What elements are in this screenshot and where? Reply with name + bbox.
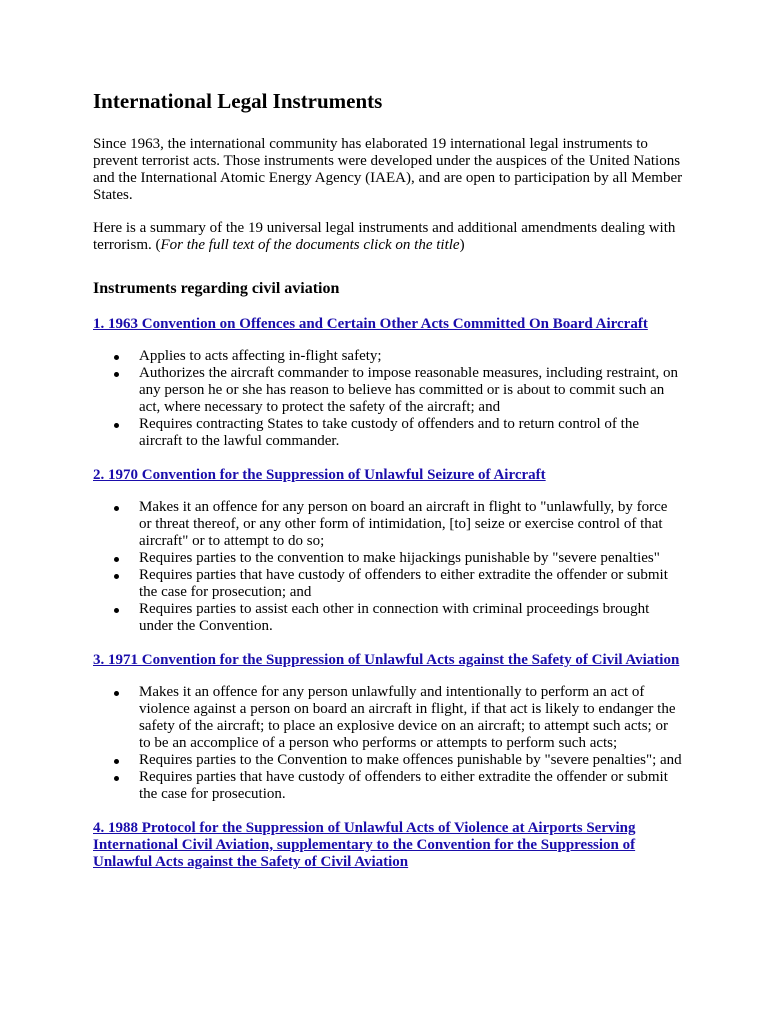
- list-item: Requires parties that have custody of offenders to either extradite the offender or submit the case for prosecution; and: [93, 567, 683, 601]
- bullet-icon: [114, 506, 119, 511]
- instrument-link-4[interactable]: 4. 1988 Protocol for the Suppression of Unlawful Acts of Violence at Airports Serving International Civil Aviation, supplementary to the Convention for the Suppression of Unlawful Acts against the Safety of Civil Aviation: [93, 820, 636, 870]
- section-heading: Instruments regarding civil aviation: [93, 280, 340, 297]
- bullet-icon: [114, 776, 119, 781]
- list-item: Requires parties to the convention to make hijackings punishable by "severe penalties": [93, 550, 683, 567]
- instrument-link-1[interactable]: 1. 1963 Convention on Offences and Certain Other Acts Committed On Board Aircraft: [93, 316, 648, 332]
- bullet-icon: [114, 691, 119, 696]
- instrument-1-points: [93, 348, 683, 450]
- intro-close: ): [459, 237, 465, 253]
- instrument-link-3[interactable]: 3. 1971 Convention for the Suppression of Unlawful Acts against the Safety of Civil Aviation: [93, 652, 680, 668]
- list-item: Authorizes the aircraft commander to impose reasonable measures, including restraint, on any person he or she has reason to believe has committed or is about to commit such an act, where necessary to protect the safety of the aircraft; and: [93, 365, 683, 416]
- bullet-icon: [114, 423, 119, 428]
- instrument-3-points: [93, 684, 683, 803]
- list-item: Requires contracting States to take custody of offenders and to return control of the aircraft to the lawful commander.: [93, 416, 683, 450]
- bullet-icon: [114, 759, 119, 764]
- instrument-2-points: [93, 499, 683, 635]
- instrument-link-2[interactable]: 2. 1970 Convention for the Suppression of Unlawful Seizure of Aircraft: [93, 467, 546, 483]
- intro-text: Here is a summary of the 19 universal legal instruments and additional amendments dealing with terrorism. (: [93, 220, 676, 253]
- list-item: Requires parties to the Convention to make offences punishable by "severe penalties"; and: [93, 752, 683, 769]
- page-title: International Legal Instruments: [93, 89, 383, 113]
- intro-italic-note: For the full text of the documents click on the title: [160, 237, 460, 253]
- bullet-icon: [114, 608, 119, 613]
- list-item: Makes it an offence for any person unlawfully and intentionally to perform an act of violence against a person on board an aircraft in flight, if that act is likely to endanger the safety of the aircraft; to place an explosive device on an aircraft; to attempt such acts; or to be an accomplice of a person who performs or attempts to perform such acts;: [93, 684, 683, 752]
- document-content: [93, 88, 683, 886]
- list-item: Requires parties that have custody of offenders to either extradite the offender or submit the case for prosecution.: [93, 769, 683, 803]
- intro-paragraph-2: [93, 220, 683, 254]
- intro-paragraph-1: Since 1963, the international community has elaborated 19 international legal instruments to prevent terrorist acts. Those instruments were developed under the auspices of the United Nations and the International Atomic Energy Agency (IAEA), and are open to participation by all Member States.: [93, 136, 683, 203]
- bullet-icon: [114, 557, 119, 562]
- list-item: Makes it an offence for any person on board an aircraft in flight to "unlawfully, by force or threat thereof, or any other form of intimidation, [to] seize or exercise control of that aircraft" or to attempt to do so;: [93, 499, 683, 550]
- list-item: Applies to acts affecting in-flight safety;: [93, 348, 683, 365]
- bullet-icon: [114, 372, 119, 377]
- list-item: Requires parties to assist each other in connection with criminal proceedings brought under the Convention.: [93, 601, 683, 635]
- bullet-icon: [114, 574, 119, 579]
- bullet-icon: [114, 355, 119, 360]
